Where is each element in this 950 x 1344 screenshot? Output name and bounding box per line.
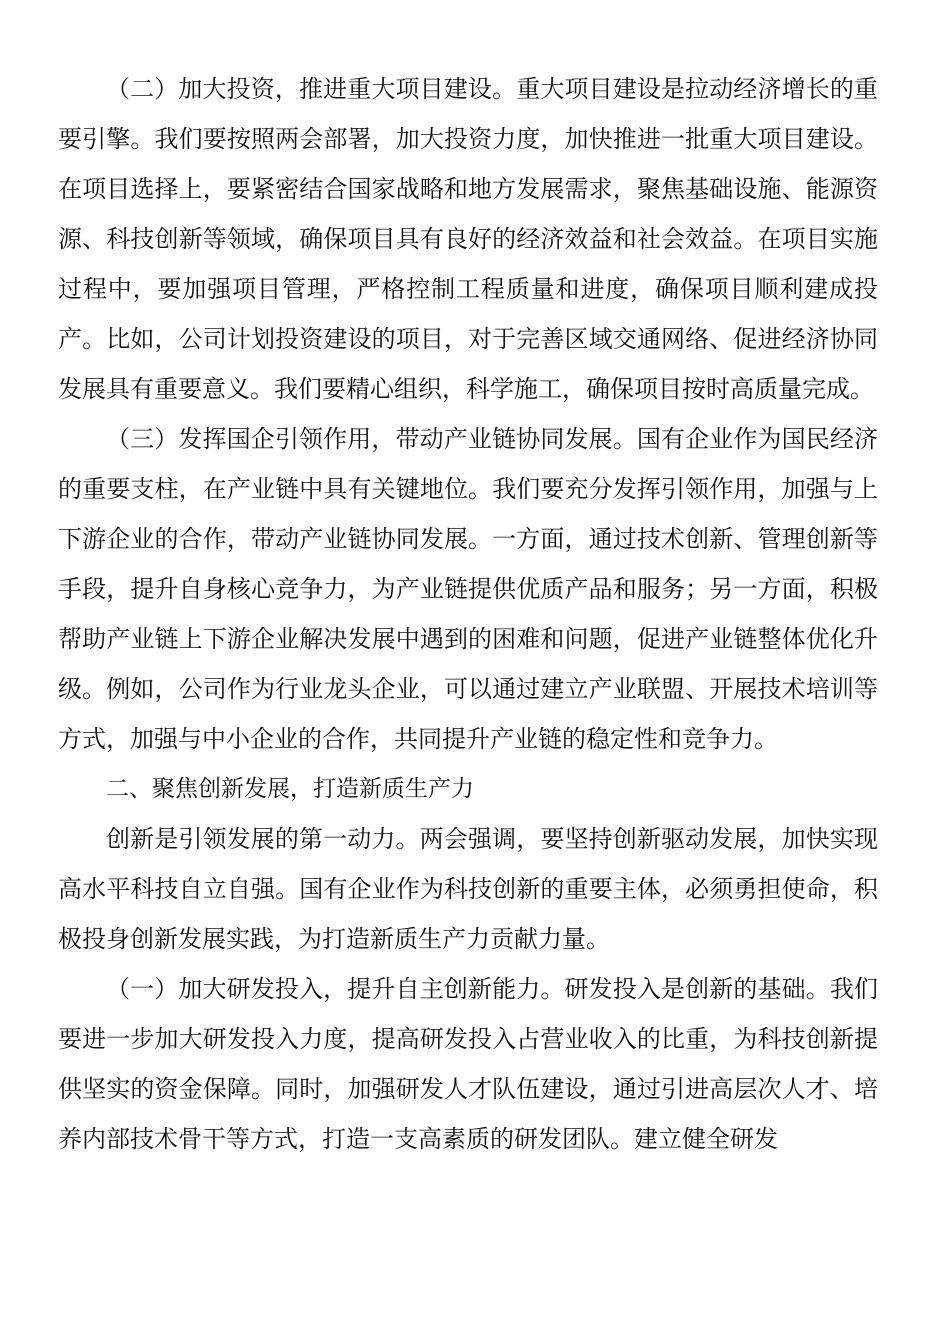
paragraph-rd-investment: （一）加大研发投入，提升自主创新能力。研发投入是创新的基础。我们要进一步加大研发投入力度，提高研发投入占营业收入的比重，为科技创新提供坚实的资金保障。同时，加强研发人才队伍建设，通过引进高层次人才、培养内部技术骨干等方式，打造一支高素质的研发团队。建立健全研发 bbox=[58, 975, 878, 1153]
section-heading: 二、聚焦创新发展，打造新质生产力 bbox=[106, 776, 474, 802]
paragraph-soe-leadership: （三）发挥国企引领作用，带动产业链协同发展。国有企业作为国民经济的重要支柱，在产业链中具有关键地位。我们要充分发挥引领作用，加强与上下游企业的合作，带动产业链协同发展。一方面，通过技术创新、管理创新等手段，提升自身核心竞争力，为产业链提供优质产品和服务；另一方面，积极帮助产业链上下游企业解决发展中遇到的困难和问题，促进产业链整体优化升级。例如，公司作为行业龙头企业，可以通过建立产业联盟、开展技术培训等方式，加强与中小企业的合作，共同提升产业链的稳定性和竞争力。 bbox=[58, 425, 878, 753]
paragraph-major-projects: （二）加大投资，推进重大项目建设。重大项目建设是拉动经济增长的重要引擎。我们要按照两会部署，加大投资力度，加快推进一批重大项目建设。在项目选择上，要紧密结合国家战略和地方发展需求，聚焦基础设施、能源资源、科技创新等领域，确保项目具有良好的经济效益和社会效益。在项目实施过程中，要加强项目管理，严格控制工程质量和进度，确保项目顺利建成投产。比如，公司计划投资建设的项目，对于完善区域交通网络、促进经济协同发展具有重要意义。我们要精心组织，科学施工，确保项目按时高质量完成。 bbox=[58, 75, 878, 403]
paragraph-innovation-intro: 创新是引领发展的第一动力。两会强调，要坚持创新驱动发展，加快实现高水平科技自立自强。国有企业作为科技创新的重要主体，必须勇担使命，积极投身创新发展实践，为打造新质生产力贡献力量。 bbox=[58, 825, 878, 953]
document-body bbox=[58, 64, 878, 1164]
